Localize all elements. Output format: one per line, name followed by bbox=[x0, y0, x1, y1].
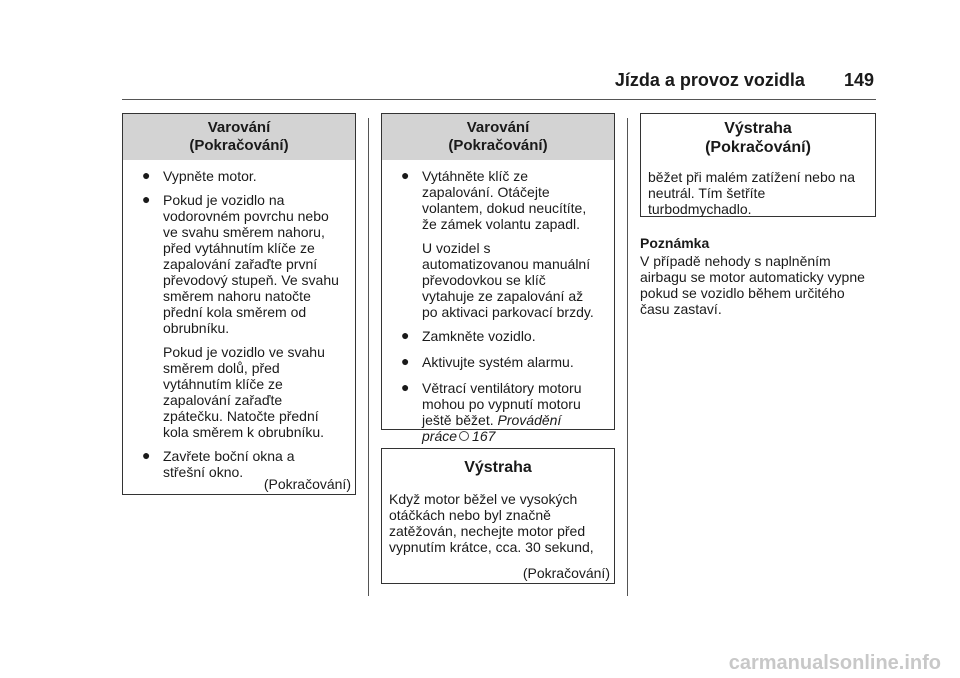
warning-box-continued-2 bbox=[381, 113, 615, 444]
item-text: ještě běžet. bbox=[422, 412, 494, 428]
item-line bbox=[422, 412, 606, 428]
paragraph-line: zatěžován, nechejte motor před bbox=[389, 523, 586, 539]
list-item bbox=[130, 192, 347, 336]
note-line: airbagu se motor automaticky vypne bbox=[640, 269, 865, 285]
caution-box-continued bbox=[640, 113, 876, 217]
paragraph-line: neutrál. Tím šetříte bbox=[648, 185, 766, 201]
bullet-icon: ● bbox=[142, 167, 151, 183]
item-line: obrubníku. bbox=[163, 320, 230, 336]
sub-line: vytahuje ze zapalování až bbox=[422, 288, 584, 304]
bullet-icon: ● bbox=[401, 327, 410, 343]
paragraph-line: běžet při malém zatížení nebo na bbox=[648, 169, 856, 185]
sub-line: zpátečku. Natočte přední bbox=[163, 408, 319, 424]
column-divider-2 bbox=[627, 118, 628, 596]
list-item bbox=[389, 354, 606, 370]
watermark: carmanualsonline.info bbox=[728, 652, 941, 674]
sub-line: Pokud je vozidlo ve svahu bbox=[163, 344, 325, 360]
caution-body bbox=[641, 162, 875, 217]
warning-title: Varování bbox=[207, 119, 271, 136]
page-header bbox=[615, 70, 874, 91]
sub-line: zapalování zařaďte bbox=[163, 392, 283, 408]
caution-body bbox=[382, 485, 614, 555]
continued-label: (Pokračování) bbox=[522, 565, 610, 581]
note-heading: Poznámka bbox=[640, 235, 710, 251]
paragraph-line: Když motor běžel ve vysokých bbox=[389, 491, 578, 507]
sub-line: směrem dolů, před bbox=[163, 360, 280, 376]
warning-body bbox=[123, 160, 355, 480]
item-line: ve svahu směrem nahoru, bbox=[163, 224, 325, 240]
sub-line: U vozidel s bbox=[422, 240, 491, 256]
item-text: Vypněte motor. bbox=[163, 168, 257, 184]
item-line: mohou po vypnutí motoru bbox=[422, 396, 581, 412]
item-text: Zamkněte vozidlo. bbox=[422, 328, 536, 344]
item-line: Vytáhněte klíč ze bbox=[422, 168, 529, 184]
warning-subtitle: (Pokračování) bbox=[189, 137, 289, 154]
warning-body bbox=[382, 160, 614, 444]
item-line: vodorovném povrchu nebo bbox=[163, 208, 329, 224]
caution-subtitle: (Pokračování) bbox=[705, 139, 811, 156]
sub-line: kola směrem k obrubníku. bbox=[163, 424, 325, 440]
page-number: 149 bbox=[843, 70, 874, 90]
note-section bbox=[640, 235, 876, 317]
item-line: střešní okno. bbox=[163, 464, 244, 480]
caution-title: Výstraha bbox=[724, 120, 792, 137]
list-item bbox=[389, 328, 606, 344]
warning-box-header bbox=[382, 114, 614, 160]
sub-line: vytáhnutím klíče ze bbox=[163, 376, 283, 392]
note-line: V případě nehody s naplněním bbox=[640, 253, 831, 269]
cross-reference-page[interactable]: 167 bbox=[472, 428, 496, 444]
sub-paragraph bbox=[130, 344, 347, 440]
item-line: zapalování. Otáčejte bbox=[422, 184, 550, 200]
caution-box-header bbox=[382, 449, 614, 485]
continued-label: (Pokračování) bbox=[263, 476, 351, 492]
paragraph-line: turbodmychadlo. bbox=[648, 201, 752, 217]
column-divider-1 bbox=[368, 118, 369, 596]
warning-box-continued-1 bbox=[122, 113, 356, 495]
note-line: pokud se vozidlo během určitého bbox=[640, 285, 845, 301]
sub-line: po aktivaci parkovací brzdy. bbox=[422, 304, 594, 320]
item-line bbox=[422, 428, 606, 444]
item-line: zapalování zařaďte první bbox=[163, 256, 318, 272]
caution-box bbox=[381, 448, 615, 584]
item-line: přední kola směrem od bbox=[163, 304, 307, 320]
cross-reference-link[interactable]: Provádění bbox=[497, 412, 562, 428]
item-line: Zavřete boční okna a bbox=[163, 448, 295, 464]
item-line: směrem nahoru natočte bbox=[163, 288, 311, 304]
sub-paragraph bbox=[389, 240, 606, 320]
list-item bbox=[130, 168, 347, 184]
page-reference-icon bbox=[459, 431, 469, 441]
item-line: volantem, dokud neucítíte, bbox=[422, 200, 587, 216]
bullet-icon: ● bbox=[142, 191, 151, 207]
note-line: času zastaví. bbox=[640, 301, 722, 317]
header-rule bbox=[122, 99, 876, 100]
list-item bbox=[389, 168, 606, 232]
cross-reference-link[interactable]: práce bbox=[422, 428, 458, 444]
item-line: před vytáhnutím klíče ze bbox=[163, 240, 315, 256]
item-line: převodový stupeň. Ve svahu bbox=[163, 272, 339, 288]
chapter-title: Jízda a provoz vozidla bbox=[614, 70, 805, 90]
caution-title: Výstraha bbox=[464, 459, 532, 476]
warning-subtitle: (Pokračování) bbox=[448, 137, 548, 154]
warning-title: Varování bbox=[466, 119, 530, 136]
item-line: Pokud je vozidlo na bbox=[163, 192, 285, 208]
bullet-icon: ● bbox=[401, 379, 410, 395]
item-text: Aktivujte systém alarmu. bbox=[422, 354, 574, 370]
sub-line: automatizovanou manuální bbox=[422, 256, 591, 272]
bullet-icon: ● bbox=[401, 167, 410, 183]
caution-box-header bbox=[641, 114, 875, 162]
warning-box-header bbox=[123, 114, 355, 160]
item-line: že zámek volantu zapadl. bbox=[422, 216, 580, 232]
bullet-icon: ● bbox=[142, 447, 151, 463]
paragraph-line: vypnutím krátce, cca. 30 sekund, bbox=[389, 539, 594, 555]
paragraph-line: otáčkách nebo byl značně bbox=[389, 507, 551, 523]
bullet-icon: ● bbox=[401, 353, 410, 369]
sub-line: převodovkou se klíč bbox=[422, 272, 546, 288]
item-line: Větrací ventilátory motoru bbox=[422, 380, 582, 396]
list-item bbox=[389, 380, 606, 444]
